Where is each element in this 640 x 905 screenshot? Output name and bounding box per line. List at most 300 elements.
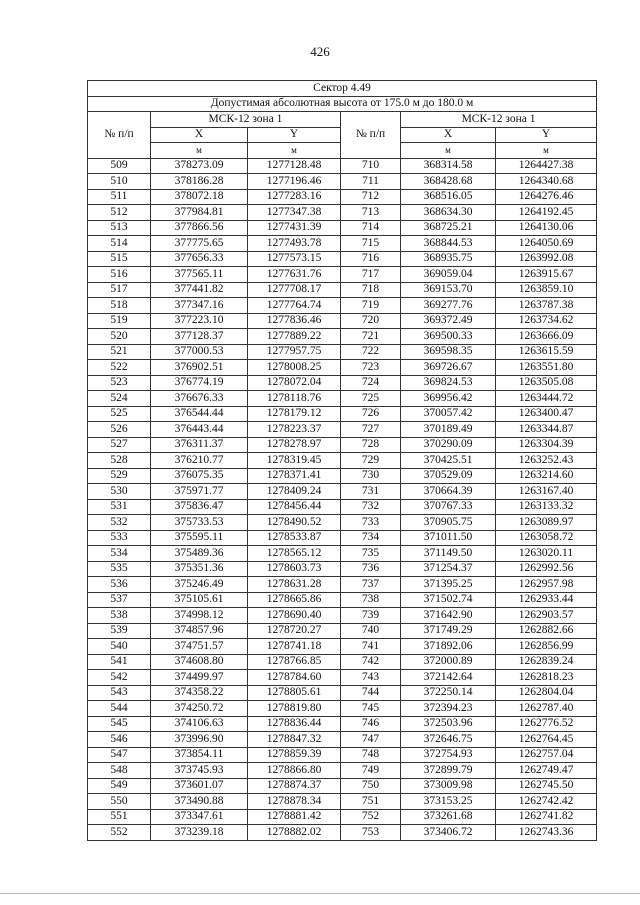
table-row (88, 298, 597, 314)
point-number-right: 738 (341, 592, 401, 608)
table-row (88, 468, 597, 484)
y-coordinate-left: 1277283.16 (248, 189, 341, 205)
y-coordinate-left: 1278847.32 (248, 732, 341, 748)
point-number-right: 712 (341, 189, 401, 205)
x-coordinate-left: 377775.65 (151, 236, 248, 252)
height-range-row (88, 96, 597, 112)
point-number-left: 525 (88, 406, 151, 422)
unit-x-left: м (151, 143, 248, 159)
point-number-right: 751 (341, 794, 401, 810)
table-row (88, 484, 597, 500)
y-coordinate-right: 1263551.80 (496, 360, 597, 376)
x-coordinate-left: 377128.37 (151, 329, 248, 345)
point-number-left: 520 (88, 329, 151, 345)
point-number-right: 745 (341, 701, 401, 717)
point-number-right: 720 (341, 313, 401, 329)
x-coordinate-left: 374499.97 (151, 670, 248, 686)
x-coordinate-left: 377347.16 (151, 298, 248, 314)
x-coordinate-right: 369059.04 (401, 267, 496, 283)
column-header-num-left: № п/п (88, 112, 151, 159)
x-coordinate-left: 377000.53 (151, 344, 248, 360)
x-coordinate-left: 373239.18 (151, 825, 248, 841)
point-number-right: 752 (341, 809, 401, 825)
point-number-right: 730 (341, 468, 401, 484)
x-coordinate-right: 369956.42 (401, 391, 496, 407)
point-number-left: 518 (88, 298, 151, 314)
table-row (88, 561, 597, 577)
y-coordinate-right: 1263089.97 (496, 515, 597, 531)
point-number-right: 724 (341, 375, 401, 391)
table-row (88, 499, 597, 515)
y-coordinate-left: 1278008.25 (248, 360, 341, 376)
x-coordinate-left: 377441.82 (151, 282, 248, 298)
x-coordinate-left: 377656.33 (151, 251, 248, 267)
x-coordinate-right: 370767.33 (401, 499, 496, 515)
y-coordinate-left: 1278819.80 (248, 701, 341, 717)
point-number-right: 739 (341, 608, 401, 624)
point-number-left: 544 (88, 701, 151, 717)
point-number-left: 537 (88, 592, 151, 608)
x-coordinate-right: 368935.75 (401, 251, 496, 267)
y-coordinate-right: 1262818.23 (496, 670, 597, 686)
point-number-right: 749 (341, 763, 401, 779)
x-coordinate-left: 373745.93 (151, 763, 248, 779)
x-coordinate-right: 369824.53 (401, 375, 496, 391)
y-coordinate-left: 1278409.24 (248, 484, 341, 500)
zone-header-left: МСК-12 зона 1 (151, 112, 341, 128)
y-coordinate-left: 1278859.39 (248, 747, 341, 763)
y-coordinate-right: 1262757.04 (496, 747, 597, 763)
point-number-right: 733 (341, 515, 401, 531)
x-coordinate-right: 368314.58 (401, 158, 496, 174)
y-coordinate-left: 1278836.44 (248, 716, 341, 732)
table-row (88, 577, 597, 593)
y-coordinate-left: 1277889.22 (248, 329, 341, 345)
column-header-x-left: X (151, 127, 248, 143)
y-coordinate-right: 1262856.99 (496, 639, 597, 655)
point-number-left: 538 (88, 608, 151, 624)
x-coordinate-left: 377223.10 (151, 313, 248, 329)
x-coordinate-right: 372142.64 (401, 670, 496, 686)
x-coordinate-left: 373490.88 (151, 794, 248, 810)
table-row (88, 375, 597, 391)
y-coordinate-right: 1262882.66 (496, 623, 597, 639)
point-number-left: 514 (88, 236, 151, 252)
page-number: 426 (310, 44, 330, 59)
y-coordinate-left: 1278881.42 (248, 809, 341, 825)
y-coordinate-right: 1264050.69 (496, 236, 597, 252)
point-number-left: 536 (88, 577, 151, 593)
y-coordinate-right: 1263133.32 (496, 499, 597, 515)
x-coordinate-left: 375971.77 (151, 484, 248, 500)
x-coordinate-left: 375351.36 (151, 561, 248, 577)
point-number-left: 550 (88, 794, 151, 810)
y-coordinate-right: 1264276.46 (496, 189, 597, 205)
point-number-left: 532 (88, 515, 151, 531)
y-coordinate-right: 1263020.11 (496, 546, 597, 562)
table-row (88, 313, 597, 329)
point-number-left: 522 (88, 360, 151, 376)
y-coordinate-right: 1262743.36 (496, 825, 597, 841)
x-coordinate-left: 376902.51 (151, 360, 248, 376)
y-coordinate-right: 1262741.82 (496, 809, 597, 825)
y-coordinate-right: 1262957.98 (496, 577, 597, 593)
y-coordinate-right: 1262745.50 (496, 778, 597, 794)
point-number-right: 716 (341, 251, 401, 267)
y-coordinate-right: 1262804.04 (496, 685, 597, 701)
point-number-left: 541 (88, 654, 151, 670)
x-coordinate-right: 372250.14 (401, 685, 496, 701)
x-coordinate-right: 371149.50 (401, 546, 496, 562)
x-coordinate-right: 368516.05 (401, 189, 496, 205)
x-coordinate-right: 369598.35 (401, 344, 496, 360)
y-coordinate-right: 1263992.08 (496, 251, 597, 267)
y-coordinate-right: 1263787.38 (496, 298, 597, 314)
x-coordinate-left: 377866.56 (151, 220, 248, 236)
y-coordinate-left: 1277573.15 (248, 251, 341, 267)
point-number-left: 546 (88, 732, 151, 748)
point-number-right: 736 (341, 561, 401, 577)
x-coordinate-right: 371892.06 (401, 639, 496, 655)
x-coordinate-right: 368725.21 (401, 220, 496, 236)
x-coordinate-left: 378186.28 (151, 174, 248, 190)
unit-y-left: м (248, 143, 341, 159)
x-coordinate-right: 372503.96 (401, 716, 496, 732)
point-number-right: 731 (341, 484, 401, 500)
table-row (88, 422, 597, 438)
y-coordinate-right: 1263734.62 (496, 313, 597, 329)
point-number-right: 721 (341, 329, 401, 345)
table-row (88, 670, 597, 686)
point-number-right: 726 (341, 406, 401, 422)
x-coordinate-left: 373996.90 (151, 732, 248, 748)
x-coordinate-right: 369277.76 (401, 298, 496, 314)
point-number-left: 543 (88, 685, 151, 701)
point-number-right: 729 (341, 453, 401, 469)
table-row (88, 608, 597, 624)
x-coordinate-right: 370664.39 (401, 484, 496, 500)
y-coordinate-left: 1278874.37 (248, 778, 341, 794)
zone-header-row (88, 112, 597, 128)
y-coordinate-right: 1262787.40 (496, 701, 597, 717)
point-number-left: 517 (88, 282, 151, 298)
x-coordinate-right: 371642.90 (401, 608, 496, 624)
table-row (88, 406, 597, 422)
y-coordinate-right: 1263915.67 (496, 267, 597, 283)
table-row (88, 453, 597, 469)
point-number-right: 740 (341, 623, 401, 639)
table-row (88, 747, 597, 763)
column-header-y-left: Y (248, 127, 341, 143)
y-coordinate-right: 1263859.10 (496, 282, 597, 298)
y-coordinate-right: 1263167.40 (496, 484, 597, 500)
y-coordinate-left: 1278456.44 (248, 499, 341, 515)
table-row (88, 701, 597, 717)
y-coordinate-left: 1277957.75 (248, 344, 341, 360)
column-header-num-right: № п/п (341, 112, 401, 159)
x-coordinate-left: 377984.81 (151, 205, 248, 221)
table-row (88, 639, 597, 655)
y-coordinate-left: 1278072.04 (248, 375, 341, 391)
y-coordinate-left: 1278223.37 (248, 422, 341, 438)
x-coordinate-left: 377565.11 (151, 267, 248, 283)
y-coordinate-left: 1278490.52 (248, 515, 341, 531)
x-coordinate-left: 375246.49 (151, 577, 248, 593)
y-coordinate-left: 1278805.61 (248, 685, 341, 701)
x-coordinate-right: 373406.72 (401, 825, 496, 841)
point-number-left: 552 (88, 825, 151, 841)
point-number-left: 521 (88, 344, 151, 360)
x-coordinate-right: 372754.93 (401, 747, 496, 763)
point-number-left: 534 (88, 546, 151, 562)
table-row (88, 763, 597, 779)
y-coordinate-right: 1263304.39 (496, 437, 597, 453)
table-row (88, 282, 597, 298)
x-coordinate-right: 373153.25 (401, 794, 496, 810)
point-number-left: 549 (88, 778, 151, 794)
x-coordinate-left: 375105.61 (151, 592, 248, 608)
point-number-left: 545 (88, 716, 151, 732)
table-body (88, 158, 597, 840)
coordinates-table (87, 80, 597, 841)
y-coordinate-right: 1264427.38 (496, 158, 597, 174)
point-number-left: 516 (88, 267, 151, 283)
point-number-right: 727 (341, 422, 401, 438)
y-coordinate-right: 1262839.24 (496, 654, 597, 670)
unit-y-right: м (496, 143, 597, 159)
y-coordinate-right: 1262776.52 (496, 716, 597, 732)
y-coordinate-right: 1262749.47 (496, 763, 597, 779)
point-number-right: 734 (341, 530, 401, 546)
point-number-right: 753 (341, 825, 401, 841)
y-coordinate-right: 1263505.08 (496, 375, 597, 391)
point-number-right: 725 (341, 391, 401, 407)
point-number-left: 515 (88, 251, 151, 267)
y-coordinate-left: 1278878.34 (248, 794, 341, 810)
x-coordinate-right: 372646.75 (401, 732, 496, 748)
table-row (88, 515, 597, 531)
table-row (88, 391, 597, 407)
point-number-left: 511 (88, 189, 151, 205)
point-number-right: 714 (341, 220, 401, 236)
y-coordinate-left: 1277128.48 (248, 158, 341, 174)
point-number-left: 540 (88, 639, 151, 655)
x-coordinate-right: 371011.50 (401, 530, 496, 546)
table-row (88, 174, 597, 190)
point-number-left: 526 (88, 422, 151, 438)
table-row (88, 267, 597, 283)
y-coordinate-left: 1278278.97 (248, 437, 341, 453)
x-coordinate-right: 369500.33 (401, 329, 496, 345)
x-coordinate-left: 376443.44 (151, 422, 248, 438)
x-coordinate-right: 368634.30 (401, 205, 496, 221)
y-coordinate-left: 1278118.76 (248, 391, 341, 407)
point-number-right: 723 (341, 360, 401, 376)
y-coordinate-left: 1278565.12 (248, 546, 341, 562)
x-coordinate-left: 375595.11 (151, 530, 248, 546)
y-coordinate-left: 1278784.60 (248, 670, 341, 686)
x-coordinate-right: 368428.68 (401, 174, 496, 190)
column-header-y-right: Y (496, 127, 597, 143)
point-number-left: 542 (88, 670, 151, 686)
point-number-left: 528 (88, 453, 151, 469)
point-number-right: 728 (341, 437, 401, 453)
point-number-right: 718 (341, 282, 401, 298)
point-number-left: 524 (88, 391, 151, 407)
point-number-left: 530 (88, 484, 151, 500)
y-coordinate-right: 1263058.72 (496, 530, 597, 546)
point-number-left: 509 (88, 158, 151, 174)
table-row (88, 825, 597, 841)
y-coordinate-right: 1263666.09 (496, 329, 597, 345)
unit-x-right: м (401, 143, 496, 159)
point-number-left: 535 (88, 561, 151, 577)
sector-header-row (88, 81, 597, 97)
y-coordinate-left: 1278866.80 (248, 763, 341, 779)
table-row (88, 794, 597, 810)
y-coordinate-right: 1263252.43 (496, 453, 597, 469)
x-coordinate-right: 372000.89 (401, 654, 496, 670)
x-coordinate-left: 374751.57 (151, 639, 248, 655)
y-coordinate-left: 1278766.85 (248, 654, 341, 670)
x-coordinate-left: 374250.72 (151, 701, 248, 717)
x-coordinate-right: 371395.25 (401, 577, 496, 593)
table-row (88, 220, 597, 236)
x-coordinate-left: 373347.61 (151, 809, 248, 825)
table-row (88, 251, 597, 267)
point-number-right: 747 (341, 732, 401, 748)
x-coordinate-left: 375489.36 (151, 546, 248, 562)
x-coordinate-left: 374358.22 (151, 685, 248, 701)
x-coordinate-right: 372899.79 (401, 763, 496, 779)
x-coordinate-left: 373601.07 (151, 778, 248, 794)
y-coordinate-right: 1264130.06 (496, 220, 597, 236)
point-number-right: 711 (341, 174, 401, 190)
x-coordinate-right: 371254.37 (401, 561, 496, 577)
x-coordinate-left: 374608.80 (151, 654, 248, 670)
table-row (88, 809, 597, 825)
point-number-right: 750 (341, 778, 401, 794)
y-coordinate-left: 1278179.12 (248, 406, 341, 422)
x-coordinate-right: 369726.67 (401, 360, 496, 376)
x-coordinate-right: 371502.74 (401, 592, 496, 608)
y-coordinate-left: 1278882.02 (248, 825, 341, 841)
point-number-left: 519 (88, 313, 151, 329)
y-coordinate-right: 1264192.45 (496, 205, 597, 221)
y-coordinate-right: 1263344.87 (496, 422, 597, 438)
x-coordinate-left: 378072.18 (151, 189, 248, 205)
table-row (88, 158, 597, 174)
point-number-left: 548 (88, 763, 151, 779)
point-number-right: 743 (341, 670, 401, 686)
table-row (88, 189, 597, 205)
y-coordinate-left: 1278533.87 (248, 530, 341, 546)
x-coordinate-right: 373009.98 (401, 778, 496, 794)
x-coordinate-right: 372394.23 (401, 701, 496, 717)
x-coordinate-left: 376544.44 (151, 406, 248, 422)
y-coordinate-left: 1278603.73 (248, 561, 341, 577)
y-coordinate-right: 1262903.57 (496, 608, 597, 624)
height-range-title: Допустимая абсолютная высота от 175.0 м до 180.0 м (88, 96, 597, 112)
x-coordinate-left: 374998.12 (151, 608, 248, 624)
y-coordinate-right: 1263615.59 (496, 344, 597, 360)
x-coordinate-right: 368844.53 (401, 236, 496, 252)
y-coordinate-right: 1264340.68 (496, 174, 597, 190)
y-coordinate-left: 1278720.27 (248, 623, 341, 639)
x-coordinate-right: 370189.49 (401, 422, 496, 438)
point-number-right: 737 (341, 577, 401, 593)
table-row (88, 360, 597, 376)
y-coordinate-left: 1277347.38 (248, 205, 341, 221)
y-coordinate-right: 1263400.47 (496, 406, 597, 422)
y-coordinate-left: 1277708.17 (248, 282, 341, 298)
table-row (88, 344, 597, 360)
point-number-right: 717 (341, 267, 401, 283)
x-coordinate-right: 373261.68 (401, 809, 496, 825)
point-number-right: 742 (341, 654, 401, 670)
y-coordinate-right: 1262933.44 (496, 592, 597, 608)
x-coordinate-left: 376774.19 (151, 375, 248, 391)
y-coordinate-left: 1277836.46 (248, 313, 341, 329)
point-number-right: 748 (341, 747, 401, 763)
y-coordinate-right: 1263444.72 (496, 391, 597, 407)
x-coordinate-left: 374106.63 (151, 716, 248, 732)
table-row (88, 654, 597, 670)
x-coordinate-left: 374857.96 (151, 623, 248, 639)
x-coordinate-right: 371749.29 (401, 623, 496, 639)
x-coordinate-right: 370529.09 (401, 468, 496, 484)
x-coordinate-left: 376210.77 (151, 453, 248, 469)
y-coordinate-right: 1262742.42 (496, 794, 597, 810)
point-number-right: 741 (341, 639, 401, 655)
y-coordinate-left: 1277493.78 (248, 236, 341, 252)
x-coordinate-right: 370290.09 (401, 437, 496, 453)
point-number-left: 523 (88, 375, 151, 391)
y-coordinate-right: 1262764.45 (496, 732, 597, 748)
table-row (88, 236, 597, 252)
table-row (88, 329, 597, 345)
y-coordinate-left: 1278665.86 (248, 592, 341, 608)
y-coordinate-right: 1262992.56 (496, 561, 597, 577)
point-number-right: 710 (341, 158, 401, 174)
point-number-left: 529 (88, 468, 151, 484)
point-number-left: 510 (88, 174, 151, 190)
point-number-left: 539 (88, 623, 151, 639)
y-coordinate-left: 1277764.74 (248, 298, 341, 314)
y-coordinate-left: 1278631.28 (248, 577, 341, 593)
x-coordinate-right: 369372.49 (401, 313, 496, 329)
y-coordinate-left: 1278371.41 (248, 468, 341, 484)
table-row (88, 437, 597, 453)
x-coordinate-left: 373854.11 (151, 747, 248, 763)
y-coordinate-left: 1277631.76 (248, 267, 341, 283)
x-coordinate-left: 376311.37 (151, 437, 248, 453)
point-number-left: 551 (88, 809, 151, 825)
x-coordinate-right: 370425.51 (401, 453, 496, 469)
table-row (88, 716, 597, 732)
y-coordinate-left: 1277196.46 (248, 174, 341, 190)
point-number-left: 513 (88, 220, 151, 236)
y-coordinate-left: 1278741.18 (248, 639, 341, 655)
y-coordinate-left: 1278319.45 (248, 453, 341, 469)
point-number-right: 713 (341, 205, 401, 221)
point-number-right: 732 (341, 499, 401, 515)
x-coordinate-left: 378273.09 (151, 158, 248, 174)
y-coordinate-right: 1263214.60 (496, 468, 597, 484)
table-row (88, 546, 597, 562)
table-row (88, 778, 597, 794)
point-number-left: 512 (88, 205, 151, 221)
